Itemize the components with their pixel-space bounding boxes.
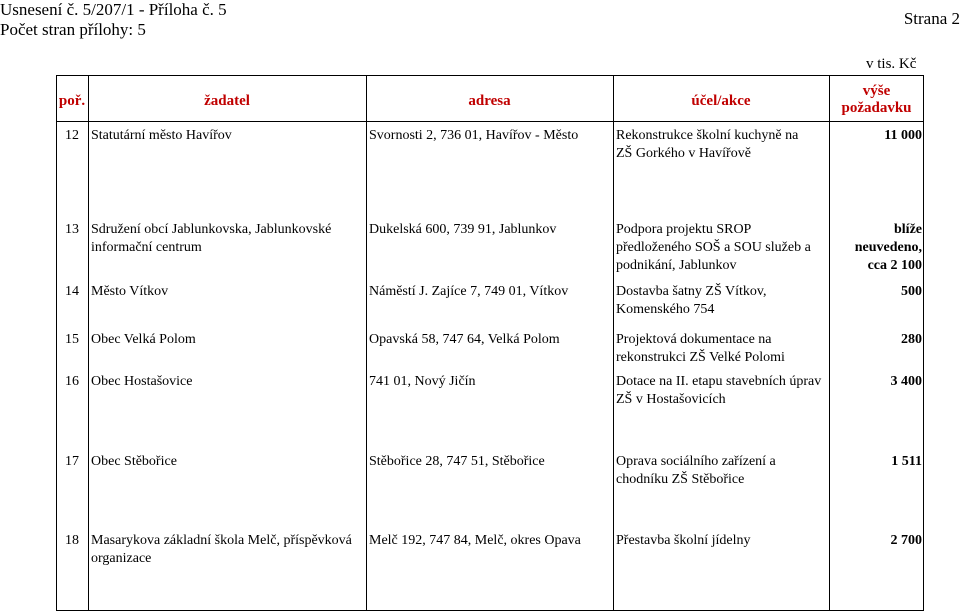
row-purpose: Oprava sociálního zařízení a chodníku ZŠ Stěbořice <box>616 454 776 487</box>
row-purpose: Podpora projektu SROP předloženého SOŠ a SOU služeb a podnikání, Jablunkov <box>616 222 811 273</box>
row-purpose: Přestavba školní jídelny <box>616 533 751 548</box>
row-number: 17 <box>65 454 79 469</box>
column-header-amount-line2: požadavku <box>841 100 912 116</box>
row-purpose: Projektová dokumentace na rekonstrukci ZŠ Velké Polomi <box>616 332 785 365</box>
column-header-applicant: žadatel <box>204 93 250 109</box>
row-address: Náměstí J. Zajíce 7, 749 01, Vítkov <box>369 284 569 299</box>
column-header-num: poř. <box>58 93 86 109</box>
row-amount: 280 <box>901 332 922 347</box>
row-purpose: Rekonstrukce školní kuchyně na ZŠ Gorkého v Havířově <box>616 128 799 161</box>
row-amount: 1 511 <box>891 454 922 469</box>
row-number: 18 <box>65 533 79 548</box>
row-address: 741 01, Nový Jičín <box>369 374 476 389</box>
row-amount: blíže neuvedeno, cca 2 100 <box>854 222 922 273</box>
column-divider <box>829 75 830 611</box>
row-number: 15 <box>65 332 79 347</box>
row-amount: 3 400 <box>890 374 922 389</box>
row-applicant: Obec Stěbořice <box>91 454 177 469</box>
column-divider <box>366 75 367 611</box>
column-divider <box>613 75 614 611</box>
page-number: Strana 2 <box>903 9 960 28</box>
column-header-amount-line1: výše <box>862 83 891 99</box>
row-purpose: Dostavba šatny ZŠ Vítkov, Komenského 754 <box>616 284 767 317</box>
row-applicant: Statutární město Havířov <box>91 128 232 143</box>
row-amount: 11 000 <box>884 128 922 143</box>
row-applicant: Masarykova základní škola Melč, příspěvková organizace <box>91 533 352 566</box>
currency-units: v tis. Kč <box>866 56 917 72</box>
row-number: 14 <box>65 284 79 299</box>
column-header-purpose: účel/akce <box>691 93 751 109</box>
row-purpose: Dotace na II. etapu stavebních úprav ZŠ v Hostašovicích <box>616 374 822 407</box>
row-address: Stěbořice 28, 747 51, Stěbořice <box>369 454 545 469</box>
row-applicant: Obec Hostašovice <box>91 374 193 389</box>
row-number: 12 <box>65 128 79 143</box>
row-address: Svornosti 2, 736 01, Havířov - Město <box>369 128 579 143</box>
row-amount: 2 700 <box>890 533 922 548</box>
row-applicant: Sdružení obcí Jablunkovska, Jablunkovské informační centrum <box>91 222 332 255</box>
column-header-address: adresa <box>468 93 511 109</box>
row-number: 16 <box>65 374 79 389</box>
column-header-amount <box>829 83 924 117</box>
row-address: Opavská 58, 747 64, Velká Polom <box>369 332 560 347</box>
row-applicant: Obec Velká Polom <box>91 332 196 347</box>
row-address: Melč 192, 747 84, Melč, okres Opava <box>369 533 581 548</box>
row-amount: 500 <box>901 284 922 299</box>
document-reference: Usnesení č. 5/207/1 - Příloha č. 5 <box>0 0 227 19</box>
header-divider <box>56 121 924 122</box>
row-applicant: Město Vítkov <box>91 284 169 299</box>
column-divider <box>88 75 89 611</box>
row-number: 13 <box>65 222 79 237</box>
attachment-page-count: Počet stran přílohy: 5 <box>0 20 146 39</box>
row-address: Dukelská 600, 739 91, Jablunkov <box>369 222 557 237</box>
